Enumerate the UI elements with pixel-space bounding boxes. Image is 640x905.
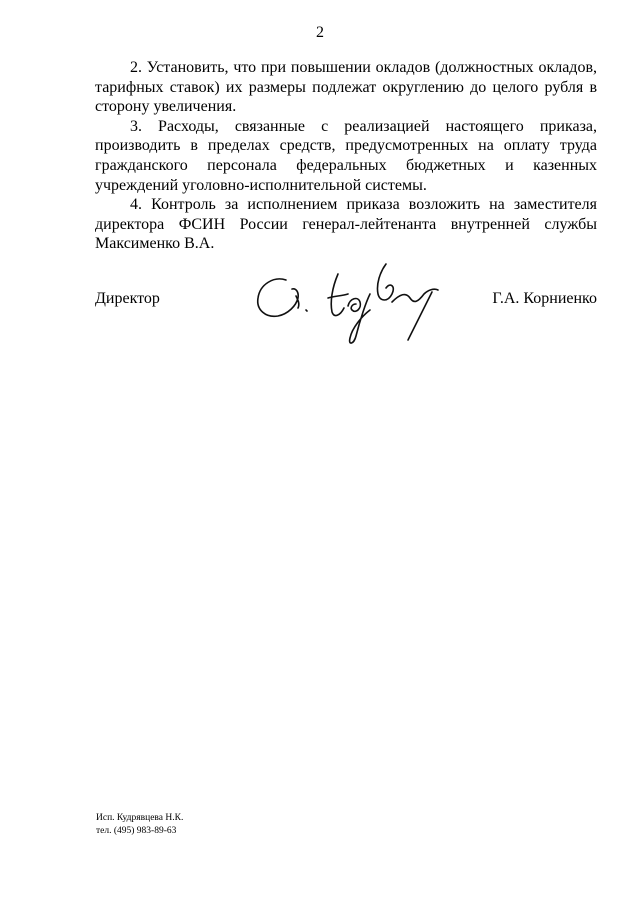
paragraph-3: 3. Расходы, связанные с реализацией настоящего приказа, производить в пределах средств, предусмотренных на оплату труда гражданского персонала федеральных бюджетных и казенных учреждений уголовно-исполнительной системы. [95, 117, 597, 194]
paragraph-2: 2. Установить, что при повышении окладов (должностных окладов, тарифных ставок) их размеры подлежат округлению до целого рубля в сторону увеличения. [95, 59, 597, 116]
executor-phone: тел. (495) 983-89-63 [96, 826, 177, 836]
paragraph-4: 4. Контроль за исполнением приказа возложить на заместителя директора ФСИН России генерал-лейтенанта внутренней службы Максименко В.А. [95, 196, 597, 253]
executor-name: Исп. Кудрявцева Н.К. [96, 813, 184, 823]
handwritten-signature [252, 258, 447, 350]
document-body [95, 58, 597, 254]
executor-info [96, 812, 183, 838]
signatory-title: Директор [95, 290, 160, 307]
signatory-name: Г.А. Корниенко [492, 290, 597, 307]
page-number: 2 [316, 24, 324, 41]
